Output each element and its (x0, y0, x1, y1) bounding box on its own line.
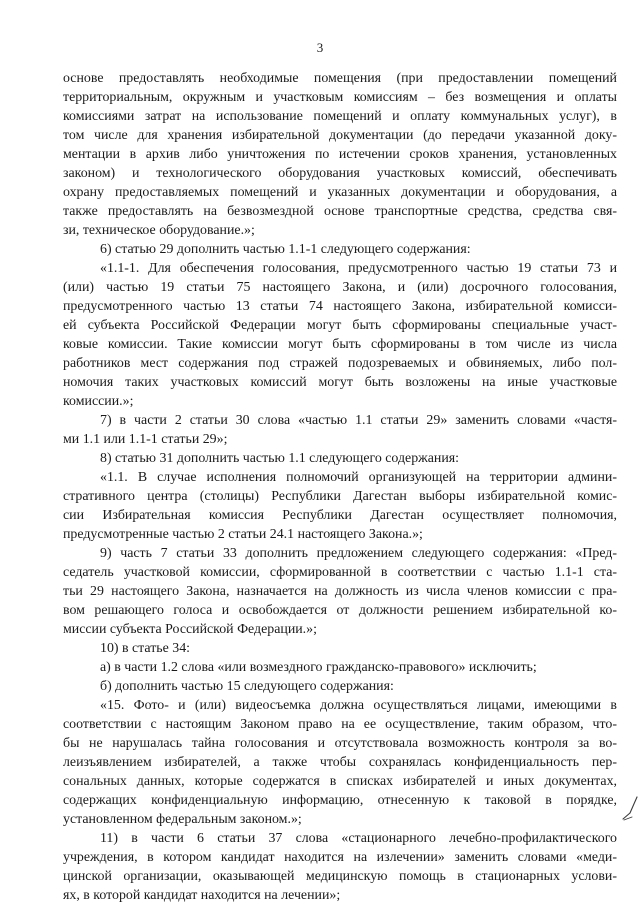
text-line: ми 1.1 или 1.1-1 статьи 29»; (63, 432, 228, 447)
text-line: «15. Фото- и (или) видеосъемка должна осуществляться лицами, имеющими в (100, 698, 617, 713)
text-line: учреждения, в котором кандидат находится на излечении» заменить словами «меди- (63, 850, 617, 865)
paragraph (63, 639, 617, 658)
text-line: предусмотренного частью 13 статьи 74 настоящего Закона, избирательной комисси- (63, 299, 617, 314)
text-line: «1.1-1. Для обеспечения голосования, предусмотренного частью 19 статьи 73 и (100, 261, 617, 276)
text-line: комиссиями затрат на использование помещений и оплату коммунальных услуг), в (63, 109, 617, 124)
text-line: тьи 29 настоящего Закона, назначается на должность из числа членов комиссии с пра- (63, 584, 617, 599)
document-body (63, 69, 617, 905)
text-line: ментации в архив либо уничтожения по истечении сроков хранения, установленных (63, 147, 617, 162)
paragraph (63, 240, 617, 259)
text-line: том числе для хранения избирательной документации (до передачи указанной доку- (63, 128, 617, 143)
text-line: также предоставлять на безвозмездной основе транспортные средства, средства свя- (63, 204, 617, 219)
text-line: леизъявлением избирателей, а также чтобы сохранялась конфиденциальность пер- (63, 755, 617, 770)
text-line: сии Избирательная комиссия Республики Дагестан осуществляет полномочия, (63, 508, 617, 523)
text-line: ях, в которой кандидат находится на лечении»; (63, 888, 341, 903)
text-line: бы не нарушалась тайна голосования и отсутствовала возможность контроля за во- (63, 736, 617, 751)
text-line: законом) и технологического оборудования участковых комиссий, обеспечивать (63, 166, 617, 181)
page-number: 3 (316, 40, 324, 55)
text-line: 9) часть 7 статьи 33 дополнить предложением следующего содержания: «Пред- (100, 546, 617, 561)
text-line: б) дополнить частью 15 следующего содержания: (100, 679, 394, 694)
paragraph (63, 69, 617, 240)
text-line: цинской организации, оказывающей медицинскую помощь в стационарных услови- (63, 869, 617, 884)
text-line: ей субъекта Российской Федерации могут быть сформированы специальные участ- (63, 318, 617, 333)
text-line: предусмотренные частью 2 статьи 24.1 настоящего Закона.»; (63, 527, 423, 542)
paragraph (63, 544, 617, 639)
text-line: миссии субъекта Российской Федерации.»; (63, 622, 317, 637)
paragraph (63, 411, 617, 449)
paragraph (63, 468, 617, 544)
paragraph (63, 259, 617, 411)
text-line: вом решающего голоса и освобождается от должности решением избирательной ко- (63, 603, 617, 618)
paragraph (63, 696, 617, 829)
text-line: сональных данных, которые содержатся в списках избирателей и иных документах, (63, 774, 617, 789)
text-line: основе предоставлять необходимые помещения (при предоставлении помещений (63, 71, 617, 86)
text-line: ковые комиссии. Такие комиссии могут быть сформированы в том числе из числа (63, 337, 617, 352)
text-line: 7) в части 2 статьи 30 слова «частью 1.1 статьи 29» заменить словами «частя- (100, 413, 617, 428)
text-line: территориальным, окружным и участковым комиссиям – без возмещения и оплаты (63, 90, 617, 105)
text-line: комиссии.»; (63, 394, 134, 409)
text-line: стративного центра (столицы) Республики Дагестан выборы избирательной комис- (63, 489, 617, 504)
text-line: седатель участковой комиссии, сформированной в соответствии с частью 1.1-1 ста- (63, 565, 617, 580)
text-line: 8) статью 31 дополнить частью 1.1 следующего содержания: (100, 451, 460, 466)
text-line: 6) статью 29 дополнить частью 1.1-1 следующего содержания: (100, 242, 471, 257)
handwritten-check-mark (621, 794, 639, 822)
text-line: установленном федеральным законом.»; (63, 812, 302, 827)
paragraph (63, 658, 617, 677)
text-line: зи, техническое оборудование.»; (63, 223, 255, 238)
text-line: 11) в части 6 статьи 37 слова «стационарного лечебно-профилактического (100, 831, 617, 846)
paragraph (63, 677, 617, 696)
text-line: соответствии с настоящим Законом право на ее осуществление, таким образом, что- (63, 717, 617, 732)
text-line: содержащих конфиденциальную информацию, отнесенную к таковой в порядке, (63, 793, 617, 808)
text-line: «1.1. В случае исполнения полномочий организующей на территории админи- (100, 470, 617, 485)
text-line: номочия таких участковых комиссий могут быть возложены на иные участковые (63, 375, 617, 390)
text-line: 10) в статье 34: (100, 641, 191, 656)
paragraph (63, 829, 617, 905)
text-line: а) в части 1.2 слова «или возмездного гражданско-правового» исключить; (100, 660, 537, 675)
text-line: работников мест содержания под стражей подозреваемых и обвиняемых, либо пол- (63, 356, 617, 371)
text-line: (или) частью 19 статьи 75 настоящего Закона, и (или) досрочного голосования, (63, 280, 617, 295)
paragraph (63, 449, 617, 468)
text-line: охрану предоставляемых помещений и указанных документации и оборудования, а (63, 185, 617, 200)
